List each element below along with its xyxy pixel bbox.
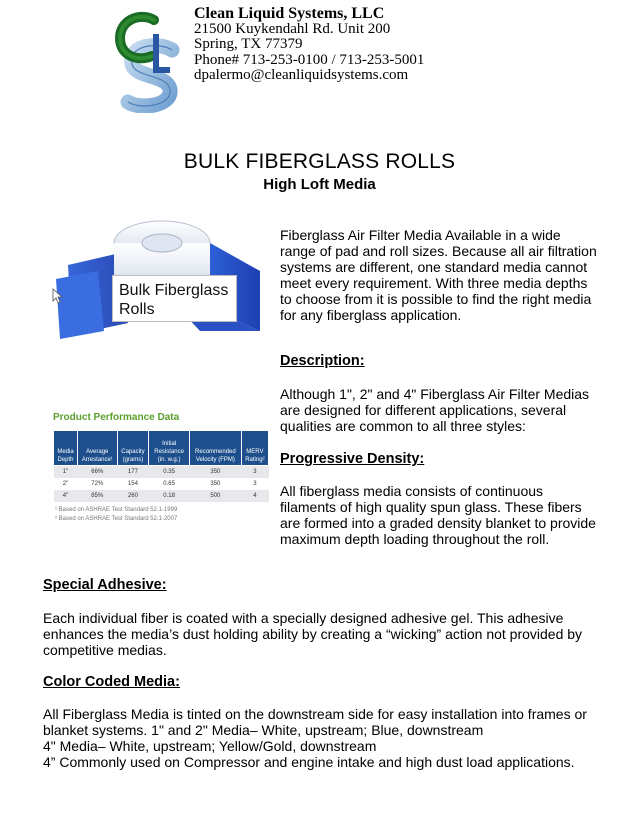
table-cell: 3 [241, 466, 268, 479]
table-cell: 0.35 [149, 466, 190, 479]
progressive-density-text: All fiberglass media consists of continuous filaments of high quality spun glass. These fibers are formed into a graded density blanket to provide maximum depth loading throughout the roll. [280, 483, 596, 547]
table-row [54, 478, 269, 490]
table-row [54, 490, 269, 502]
table-header-row [54, 431, 269, 466]
column-header: Initial Resistance (in. w.g.) [149, 431, 190, 466]
performance-table [53, 430, 269, 502]
column-header: Recommended Velocity (FPM) [189, 431, 241, 466]
performance-title: Product Performance Data [53, 412, 180, 423]
table-cell: 350 [189, 466, 241, 479]
table-cell: 2" [62, 481, 69, 487]
table-footnote-1: ¹ Based on ASHRAE Test Standard 52.1-1999 [55, 507, 178, 513]
image-caption-line-2: Rolls [119, 301, 155, 318]
table-cell: 350 [210, 481, 221, 487]
table-row [54, 466, 269, 479]
progressive-density-heading: Progressive Density: [280, 451, 425, 467]
special-adhesive-heading: Special Adhesive: [43, 577, 167, 593]
column-header: Capacity (grams) [117, 431, 149, 466]
table-cell: 4" [54, 490, 78, 502]
phone: Phone# 713-253-0100 / 713-253-5001 [194, 51, 425, 68]
description-heading: Description: [280, 353, 365, 369]
color-coded-line-3: 4” Commonly used on Compressor and engine intake and high dust load applications. [43, 754, 575, 770]
company-logo [110, 8, 190, 113]
table-cell: 154 [127, 481, 138, 487]
cursor-icon [52, 288, 64, 304]
table-cell: 66% [78, 466, 118, 479]
table-cell: 0.18 [149, 490, 190, 502]
page-subtitle: High Loft Media [263, 176, 376, 193]
color-coded-line-1: All Fiberglass Media is tinted on the downstream side for easy installation into frames or blanket systems. 1" and 2" Media– White, upstream; Blue, downstream [43, 706, 587, 738]
email: dpalermo@cleanliquidsystems.com [194, 67, 409, 83]
company-info [194, 6, 424, 84]
table-cell: 0.65 [163, 481, 175, 487]
column-header: Average Arrestance¹ [78, 431, 118, 466]
table-cell: 3 [253, 481, 257, 487]
column-header: Media Depth [54, 431, 78, 466]
table-footnote-2: ² Based on ASHRAE Test Standard 52.1-2007 [55, 516, 178, 522]
color-coded-text [43, 706, 613, 770]
color-coded-line-2: 4" Media– White, upstream; Yellow/Gold, downstream [43, 738, 377, 754]
page-title: BULK FIBERGLASS ROLLS [183, 150, 456, 173]
address-line-2: Spring, TX 77379 [194, 36, 303, 52]
company-name: Clean Liquid Systems, LLC [194, 5, 385, 22]
table-cell: 260 [117, 490, 149, 502]
table-cell: 85% [78, 490, 118, 502]
column-header: MERV Rating² [241, 431, 268, 466]
table-cell: 4 [241, 490, 268, 502]
address-line-1: 21500 Kuykendahl Rd. Unit 200 [194, 20, 391, 37]
table-cell: 500 [189, 490, 241, 502]
table-cell: 72% [91, 481, 104, 487]
image-caption-line-1: Bulk Fiberglass [119, 282, 229, 299]
table-cell: 1" [54, 466, 78, 479]
image-caption [112, 275, 237, 322]
description-text: Although 1", 2" and 4" Fiberglass Air Filter Medias are designed for different applications, several qualities are common to all three styles: [280, 386, 590, 434]
special-adhesive-text: Each individual fiber is coated with a specially designed adhesive gel. This adhesive enhances the media’s dust holding ability by creating a “wicking” action not provided by competitive medias. [43, 610, 583, 658]
table-cell: 177 [117, 466, 149, 479]
intro-paragraph: Fiberglass Air Filter Media Available in a wide range of pad and roll sizes. Because all air filtration systems are different, one standard media cannot meet every requirement. With three media depths to choose from it is possible to find the right media for any fiberglass application. [280, 227, 597, 323]
color-coded-heading: Color Coded Media: [43, 674, 180, 690]
